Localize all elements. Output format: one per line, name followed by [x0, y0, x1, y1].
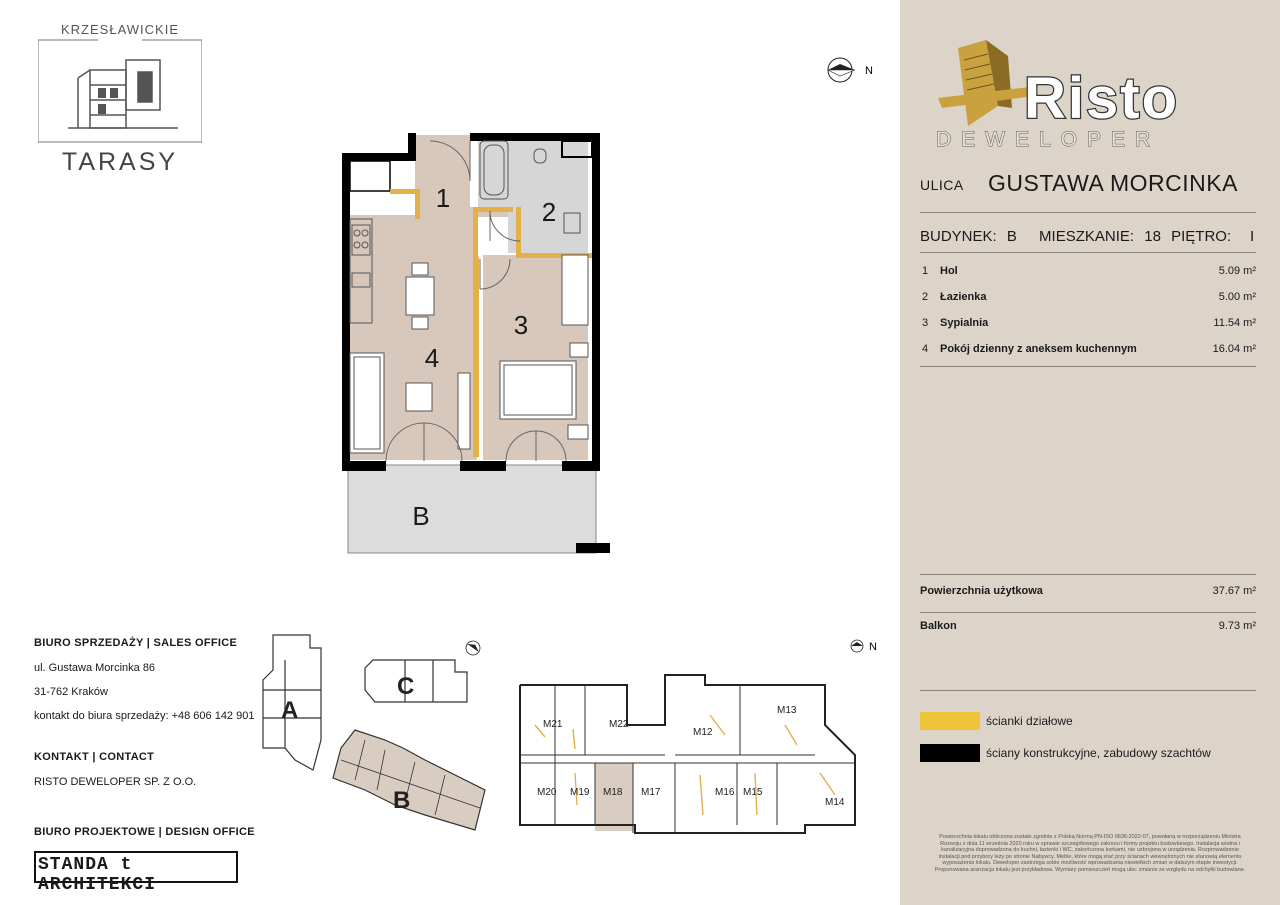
balcony-area-label: Balkon [920, 620, 957, 632]
apartment-floor-plan [330, 125, 630, 565]
room-num: 3 [922, 317, 929, 329]
room-name: Hol [940, 265, 958, 277]
unit-label: M14 [825, 797, 845, 808]
siteplan-compass-icon [463, 638, 482, 657]
building-b-outline [333, 730, 485, 830]
unit-label: M16 [715, 787, 735, 798]
design-office-heading: BIURO PROJEKTOWE | DESIGN OFFICE [34, 826, 255, 838]
unit-label: M19 [570, 787, 590, 798]
apartment-value: 18 [1144, 228, 1161, 245]
disclaimer: Powierzchnia lokalu obliczona zostało zgodnie z Polską Normą PN-ISO 9836:2022-07, powołaną w rozporządzeniu Ministra Rozwoju z dnia 11 września 2020 roku w sprawie szczegółowego zakresu i formy projektu budowlanego. Instalacja wodna i kanalizacyjna doprowadzona do kuchni, łazienki i WC, zakończona korkami, nie uzbrojona w urządzenia. Rozprowadzenie instalacji pod przybory leży po stronie Nabywcy. Meble, które mogą stać przy ścianach wewnętrznych nie stanowią elementu wyposażenia lokalu. Deweloper zastrzega sobie możliwość wprowadzania niewielkich zmian w dalszym etapie inwestycji. Proponowana aranżacja lokalu jest przykładowa. Wymiary pomieszczeń mogą ulec zmianie ze względu na odchyłki budowlane. [934, 834, 1246, 873]
sales-office-phone: kontakt do biura sprzedaży: +48 606 142 901 [34, 710, 255, 722]
divider [920, 212, 1256, 213]
brand-name: Risto [1024, 66, 1179, 131]
logo-bottom-text: TARASY [61, 148, 179, 176]
building-value: B [1006, 228, 1017, 245]
room-area: 16.04 m² [1212, 343, 1256, 355]
unit-label-highlighted: M18 [603, 787, 623, 798]
room-row [920, 317, 1256, 331]
building-c-outline [365, 660, 467, 702]
floor-label: PIĘTRO: [1171, 228, 1232, 245]
building-sketch-icon [38, 30, 202, 150]
building-label: BUDYNEK: [920, 228, 997, 245]
sofa [350, 353, 384, 453]
bed [500, 361, 576, 419]
coffee-table [406, 383, 432, 411]
floorkey-compass-north: N [869, 641, 877, 653]
sales-office-street: ul. Gustawa Morcinka 86 [34, 662, 156, 674]
room-row [920, 343, 1256, 357]
divider [920, 366, 1256, 367]
unit-label: M15 [743, 787, 763, 798]
room-fills [348, 135, 596, 553]
contact-heading: KONTAKT | CONTACT [34, 751, 155, 763]
usable-area-value: 37.67 m² [1212, 585, 1256, 597]
tv-cabinet [458, 373, 470, 449]
compass-icon [815, 50, 880, 90]
legend-partition-swatch [920, 712, 980, 730]
usable-area-row [920, 585, 1256, 597]
legend-structural-swatch [920, 744, 980, 762]
usable-area-label: Powierzchnia użytkowa [920, 585, 1043, 597]
building-b-label: B [393, 787, 411, 814]
room-label-2: 2 [541, 197, 557, 227]
legend-partition-label: ścianki działowe [986, 714, 1073, 728]
floor-key-plan [515, 665, 880, 835]
floor-value: I [1250, 228, 1255, 245]
unit-dividers [520, 685, 855, 833]
wardrobe [562, 255, 588, 325]
legend-structural-label: ściany konstrukcyjne, zabudowy szachtów [986, 746, 1211, 760]
room-name: Łazienka [940, 291, 987, 303]
room-area: 11.54 m² [1213, 317, 1256, 329]
unit-partitions [535, 715, 835, 815]
room-area: 5.09 m² [1218, 265, 1256, 277]
balcony-fill [348, 465, 596, 553]
floor-outline [520, 675, 855, 833]
room-name: Sypialnia [940, 317, 989, 329]
room-num: 2 [922, 291, 929, 303]
divider [920, 574, 1256, 575]
unit-label: M20 [537, 787, 557, 798]
room-name: Pokój dzienny z aneksem kuchennym [940, 343, 1137, 355]
apartment-meta [920, 228, 1260, 245]
risto-deweloper-logo [928, 36, 1258, 156]
divider [920, 690, 1256, 691]
balcony-area-row [920, 620, 1256, 632]
logo-text: STANDA t ARCHITEKCI [38, 855, 157, 895]
unit-label: M22 [609, 719, 629, 730]
street-label: ULICA [920, 177, 964, 193]
balcony-area-value: 9.73 m² [1218, 620, 1256, 632]
divider [920, 252, 1256, 253]
nightstand [570, 343, 588, 357]
building-a-label: A [281, 697, 299, 724]
logo-top-text: KRZESŁAWICKIE [61, 22, 179, 37]
brand-sub: DEWELOPER [936, 128, 1161, 151]
unit-label: M12 [693, 727, 713, 738]
room-label-balcony: B [412, 501, 430, 531]
site-plan [255, 630, 495, 860]
room-label-3: 3 [513, 310, 529, 340]
room-num: 4 [922, 343, 929, 355]
divider [920, 612, 1256, 613]
floorkey-compass-icon [845, 636, 883, 656]
krzeslawickie-tarasy-logo [38, 22, 202, 176]
apartment-label: MIESZKANIE: [1039, 228, 1135, 245]
street-value: GUSTAWA MORCINKA [988, 170, 1238, 196]
contact-company: RISTO DEWELOPER SP. Z O.O. [34, 776, 197, 788]
building-c-label: C [397, 673, 415, 700]
dining-table [406, 277, 434, 315]
room-row [920, 291, 1256, 305]
room-row [920, 265, 1256, 279]
room-label-1: 1 [435, 183, 451, 213]
unit-label: M21 [543, 719, 563, 730]
compass-north-label: N [865, 65, 873, 77]
room-num: 1 [922, 265, 929, 277]
standard-architekci-logo [34, 851, 238, 895]
sales-office-city: 31-762 Kraków [34, 686, 108, 698]
sales-office-heading: BIURO SPRZEDAŻY | SALES OFFICE [34, 637, 238, 649]
room-label-4: 4 [424, 343, 440, 373]
unit-label: M17 [641, 787, 661, 798]
room-area: 5.00 m² [1218, 291, 1256, 303]
tower-icon [938, 40, 1038, 126]
unit-label: M13 [777, 705, 797, 716]
